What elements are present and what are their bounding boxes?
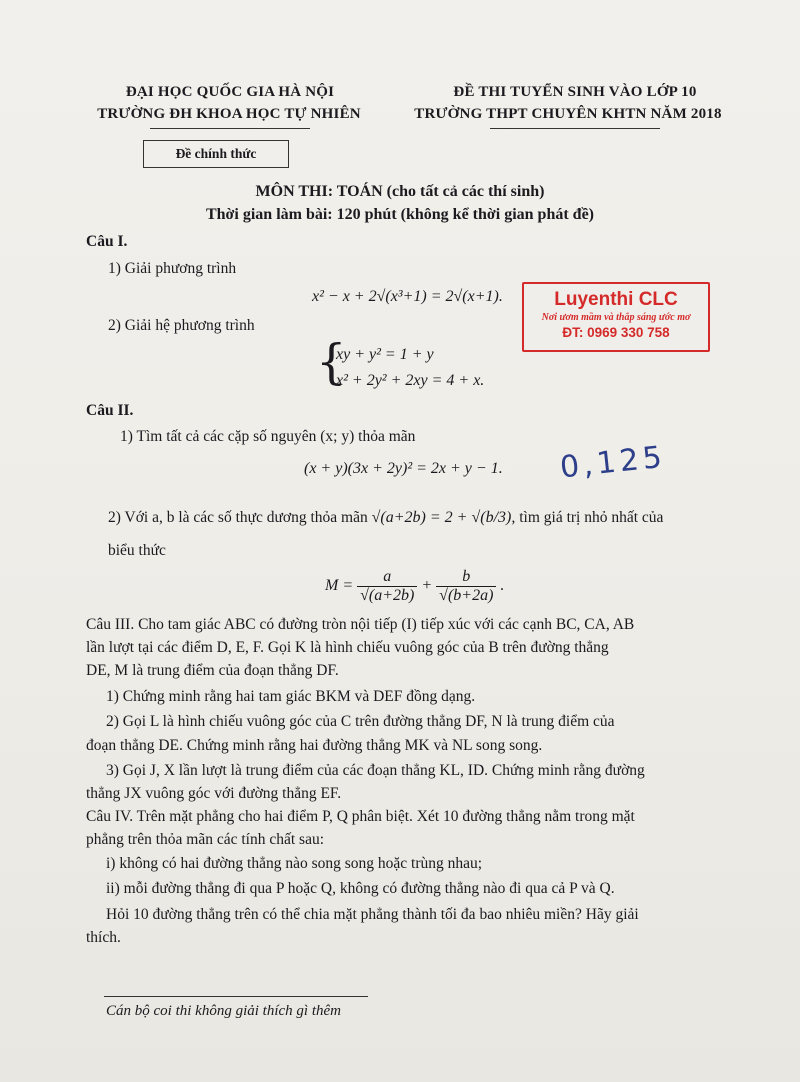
q2-part2b: tìm giá trị nhỏ nhất của <box>519 509 664 526</box>
q1-system-eq1: xy + y² = 1 + y <box>336 346 434 363</box>
stamp-phone: ĐT: 0969 330 758 <box>562 325 670 340</box>
q4-line1: Câu IV. Trên mặt phẳng cho hai điểm P, Q phân biệt. Xét 10 đường thẳng nằm trong mặt <box>86 808 635 825</box>
time-line: Thời gian làm bài: 120 phút (không kể thời gian phát đề) <box>205 206 595 223</box>
q1-part1: 1) Giải phương trình <box>108 260 237 277</box>
header-right-underline <box>490 128 660 129</box>
fraction-2-denominator: √(b+2a) <box>439 587 494 604</box>
watermark-stamp <box>522 282 710 352</box>
footer-note: Cán bộ coi thi không giải thích gì thêm <box>106 1003 341 1019</box>
university-name: ĐẠI HỌC QUỐC GIA HÀ NỘI <box>125 84 335 100</box>
fraction-1 <box>357 568 417 605</box>
q1-equation: x² − x + 2√(x³+1) = 2√(x+1). <box>312 288 503 305</box>
q2-heading: Câu II. <box>86 402 134 419</box>
fraction-2 <box>436 568 496 605</box>
fraction-1-denominator: √(a+2b) <box>360 587 415 604</box>
stamp-slogan: Nơi ươm mầm và thắp sáng ước mơ <box>541 312 691 323</box>
q3-line1: Câu III. Cho tam giác ABC có đường tròn nội tiếp (I) tiếp xúc với các cạnh BC, CA, AB <box>86 616 635 633</box>
q3-line5: 2) Gọi L là hình chiếu vuông góc của C trên đường thẳng DF, N là trung điểm của <box>106 713 615 730</box>
q2-equation: (x + y)(3x + 2y)² = 2x + y − 1. <box>304 460 503 477</box>
fraction-1-numerator: a <box>357 568 417 587</box>
faculty-name: TRƯỜNG ĐH KHOA HỌC TỰ NHIÊN <box>97 106 361 122</box>
subject-line: MÔN THI: TOÁN (cho tất cả các thí sinh) <box>255 183 545 200</box>
header-left-underline <box>150 128 310 129</box>
q1-heading: Câu I. <box>86 233 128 250</box>
q3-line4: 1) Chứng minh rằng hai tam giác BKM và DEF đồng dạng. <box>106 688 476 705</box>
q2-part2-expression-label: biểu thức <box>108 542 166 559</box>
q1-system-eq2: x² + 2y² + 2xy = 4 + x. <box>336 372 485 389</box>
official-exam-box: Đề chính thức <box>143 140 289 168</box>
q2-part2-intro <box>108 509 663 527</box>
q3-line2: lần lượt tại các điểm D, E, F. Gọi K là hình chiếu vuông góc của B trên đường thẳng <box>86 639 609 656</box>
q4-line2: phẳng trên thỏa mãn các tính chất sau: <box>86 831 325 848</box>
q2-expression: M = $\frac{a}{√(a+2b)}$ + $\frac{b}{√(b+2a)}$ . <box>325 568 505 604</box>
q4-line6: thích. <box>86 929 121 946</box>
q3-line3: DE, M là trung điểm của đoạn thẳng DF. <box>86 662 339 679</box>
system-brace: { <box>316 334 347 390</box>
footer-rule <box>104 996 368 997</box>
q2-condition: √(a+2b) = 2 + √(b/3), <box>371 509 516 526</box>
q4-line3: i) không có hai đường thẳng nào song song hoặc trùng nhau; <box>106 855 483 872</box>
q4-line4: ii) mỗi đường thẳng đi qua P hoặc Q, không có đường thẳng nào đi qua cả P và Q. <box>106 880 615 897</box>
handwritten-score: 0,125 <box>558 439 668 486</box>
q3-line6: đoạn thẳng DE. Chứng minh rằng hai đường thẳng MK và NL song song. <box>86 737 543 754</box>
q1-part2: 2) Giải hệ phương trình <box>108 317 255 334</box>
school-name: TRƯỜNG THPT CHUYÊN KHTN NĂM 2018 <box>414 106 722 122</box>
q4-line5: Hỏi 10 đường thẳng trên có thể chia mặt phẳng thành tối đa bao nhiêu miền? Hãy giải <box>106 906 639 923</box>
q3-line7: 3) Gọi J, X lần lượt là trung điểm của các đoạn thẳng KL, ID. Chứng minh rằng đường <box>106 762 645 779</box>
q2-part1: 1) Tìm tất cả các cặp số nguyên (x; y) thỏa mãn <box>120 428 416 445</box>
q2-part2a: 2) Với a, b là các số thực dương thỏa mãn <box>108 509 368 526</box>
stamp-name: Luyenthi CLC <box>554 289 678 310</box>
expr-lhs: M = <box>325 577 354 595</box>
exam-title: ĐỀ THI TUYỂN SINH VÀO LỚP 10 <box>453 84 697 100</box>
fraction-2-numerator: b <box>436 568 496 587</box>
q3-line8: thẳng JX vuông góc với đường thẳng EF. <box>86 785 342 802</box>
